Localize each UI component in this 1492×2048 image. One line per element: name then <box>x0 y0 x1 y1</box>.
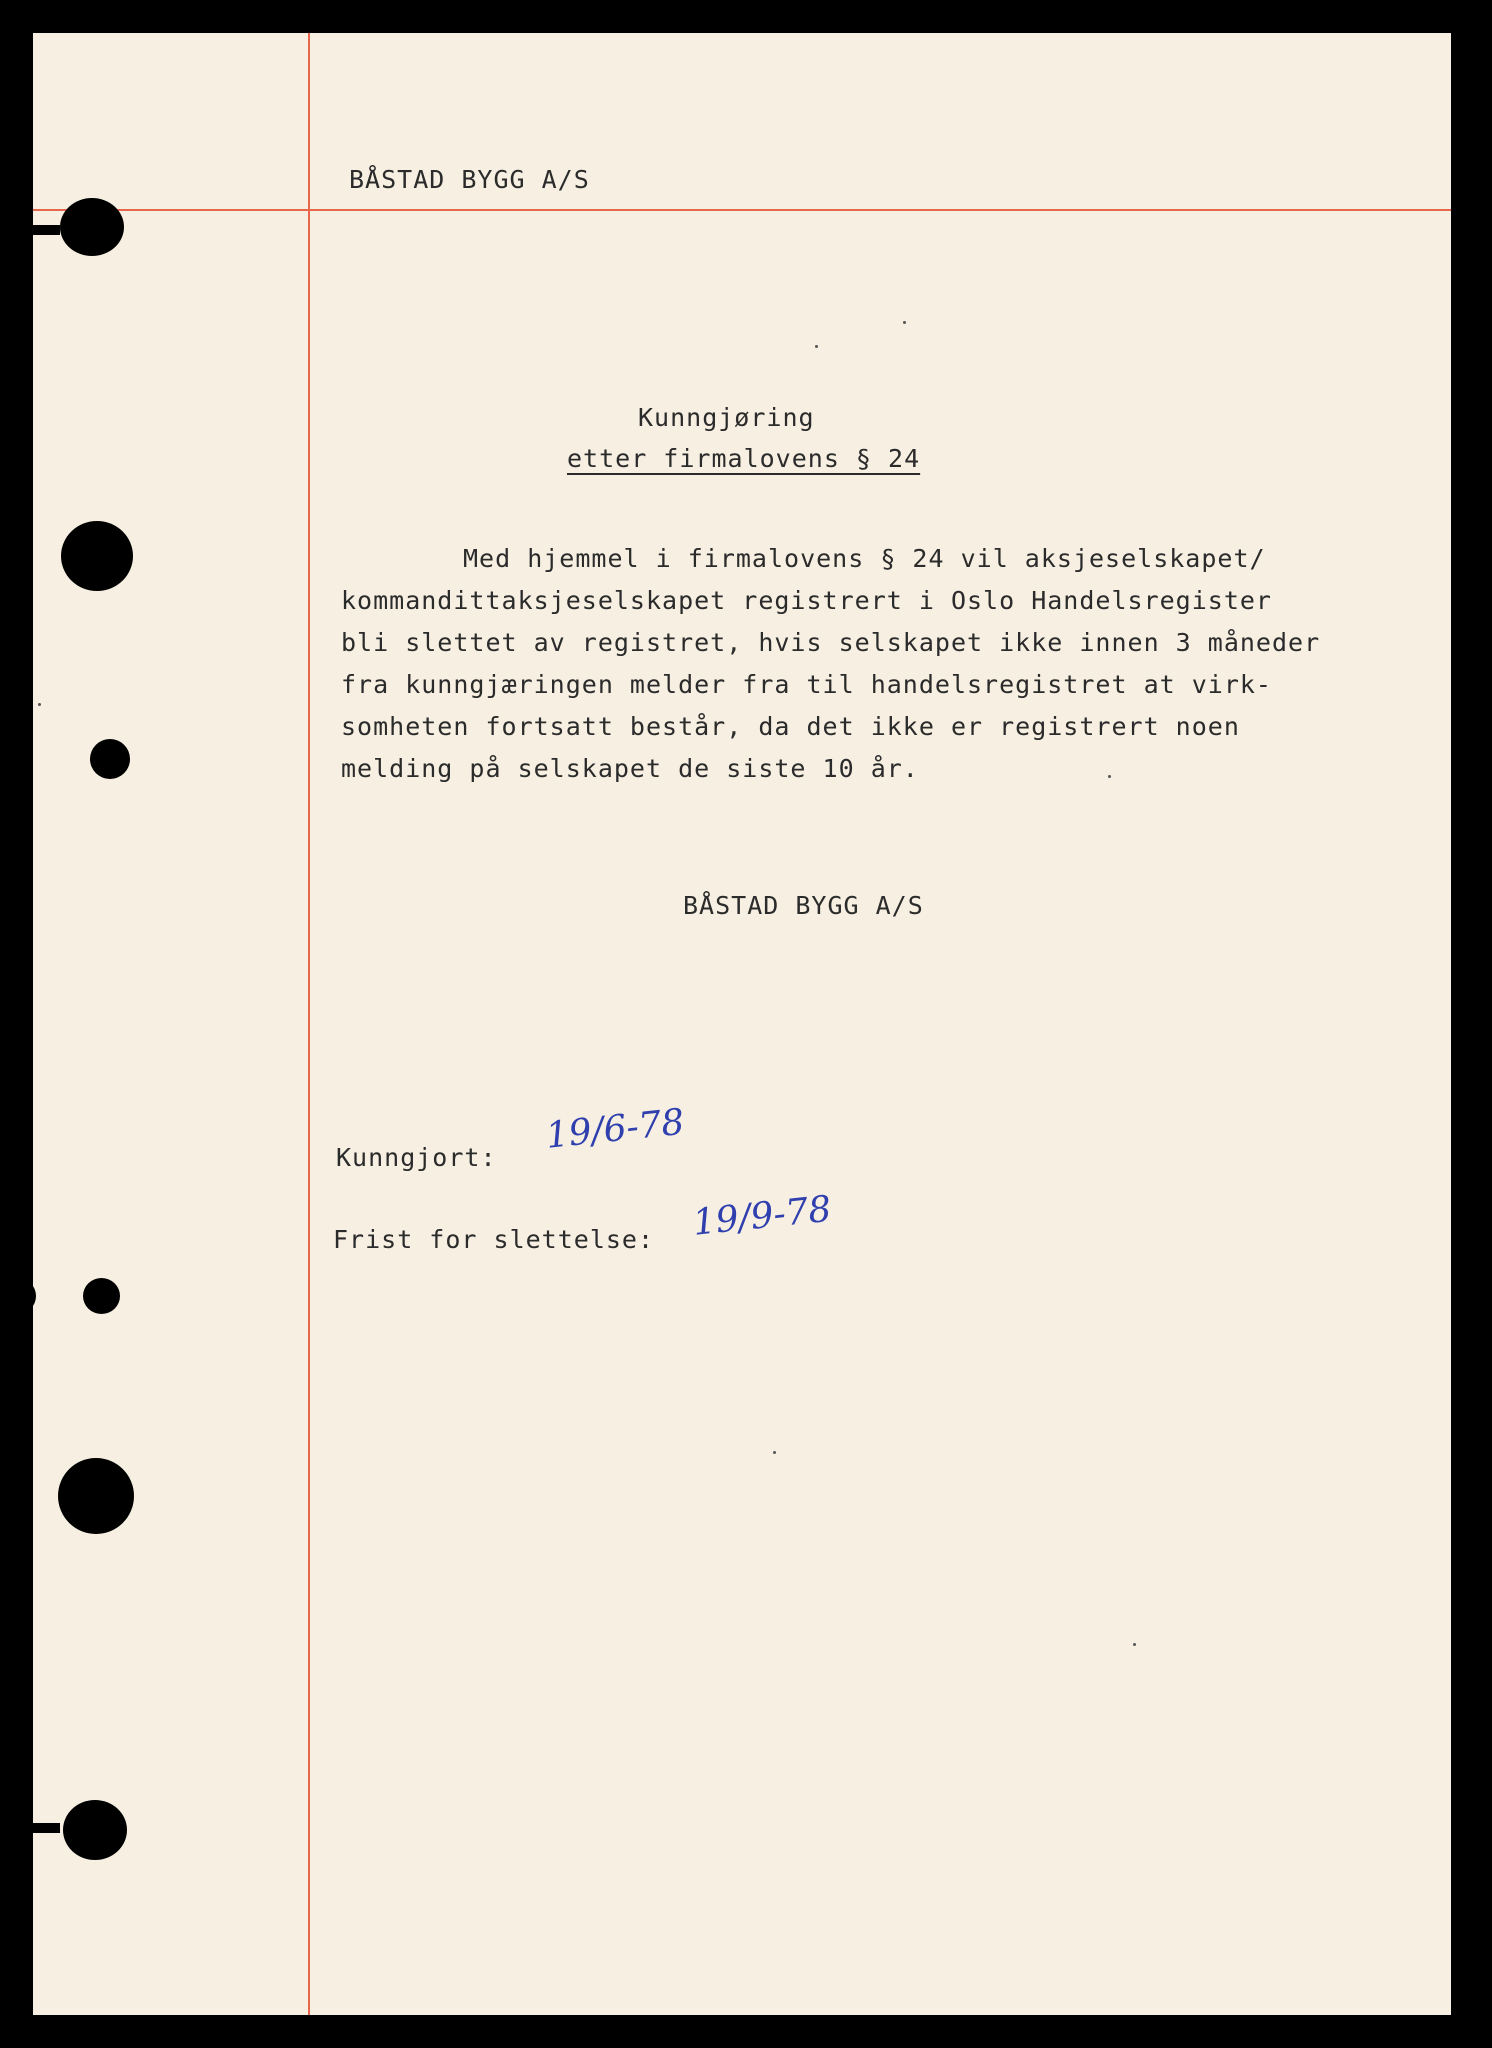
deadline-date-handwritten: 19/9-78 <box>690 1188 834 1244</box>
binder-hole <box>61 521 133 591</box>
binder-hole <box>0 1278 36 1314</box>
binder-hole <box>58 1458 134 1534</box>
bleed-through-stamp <box>1345 183 1415 1383</box>
paper-speck <box>1108 775 1111 778</box>
paper-speck <box>815 345 818 348</box>
signature-company: BÅSTAD BYGG A/S <box>683 891 924 920</box>
paper-speck <box>1133 1643 1136 1646</box>
body-line: bli slettet av registret, hvis selskapet ikke innen 3 måneder <box>341 628 1321 657</box>
margin-line-vertical <box>308 33 310 2015</box>
announcement-body <box>341 538 1320 790</box>
body-line: Med hjemmel i firmalovens § 24 vil aksjeselskapet/ <box>463 544 1266 573</box>
document-title: Kunngjøring <box>638 403 815 432</box>
deadline-label: Frist for slettelse: <box>333 1225 655 1254</box>
binder-peg <box>0 1823 60 1833</box>
binder-peg <box>0 225 60 235</box>
header-company: BÅSTAD BYGG A/S <box>349 165 590 194</box>
document-page <box>33 33 1451 2015</box>
body-line: kommandittaksjeselskapet registrert i Oslo Handelsregister <box>341 586 1272 615</box>
body-line: somheten fortsatt består, da det ikke er registrert noen <box>341 712 1240 741</box>
binder-hole <box>90 739 130 779</box>
paper-speck <box>903 321 906 324</box>
binder-hole <box>63 1800 127 1860</box>
paper-speck <box>773 1451 776 1454</box>
body-line: melding på selskapet de siste 10 år. <box>341 754 919 783</box>
binder-hole <box>60 198 124 256</box>
body-line: fra kunngjæringen melder fra til handelsregistret at virk- <box>341 670 1272 699</box>
binder-hole <box>83 1278 120 1314</box>
margin-line-horizontal <box>33 209 1451 211</box>
announced-label: Kunngjort: <box>336 1143 497 1172</box>
paper-speck <box>38 703 41 706</box>
announced-date-handwritten: 19/6-78 <box>543 1101 687 1157</box>
document-subtitle: etter firmalovens § 24 <box>567 444 921 473</box>
